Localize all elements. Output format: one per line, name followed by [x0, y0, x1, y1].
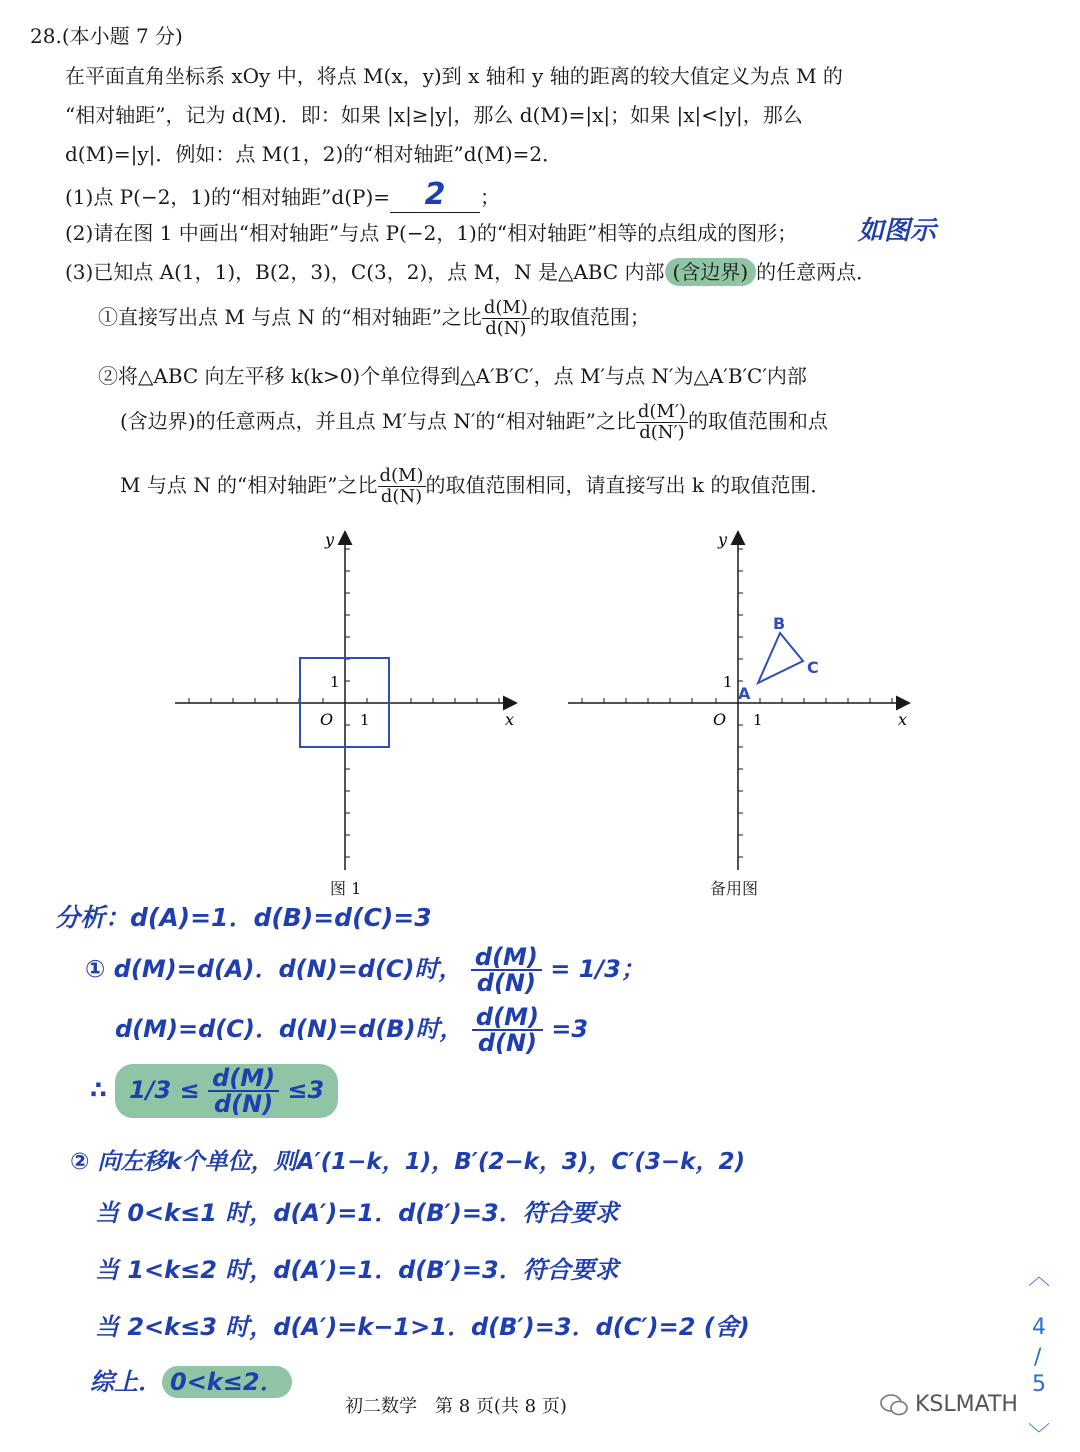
solution-line-2-end: ；: [620, 955, 645, 983]
q3-text-b: 的任意两点．: [756, 260, 877, 284]
wechat-icon: [880, 1393, 908, 1417]
intro-line-2: “相对轴距”，记为 d(M)．即：如果 |x|≥|y|，那么 d(M)=|x|；如果 |x|<|y|，那么: [65, 103, 803, 127]
solution-therefore: ∴: [90, 1076, 107, 1104]
solution-line-5: ② 向左移k个单位，则A′(1−k，1)，B′(2−k，3)，C′(3−k，2): [70, 1149, 745, 1175]
question-3: [65, 256, 876, 285]
x-unit-label: 1: [360, 711, 370, 729]
q3-2-text-c: 的取值范围和点: [687, 409, 828, 433]
solution-fraction-1: [471, 945, 542, 995]
solution-conclusion: [90, 1362, 292, 1397]
solution-line-3-val: =3: [551, 1015, 589, 1043]
solution-line-4: [90, 1064, 338, 1118]
q3-2-text-e: 的取值范围相同，请直接写出 k 的取值范围．: [425, 473, 831, 497]
point-b-label: B: [773, 614, 786, 633]
q3-1-text-a: ①直接写出点 M 与点 N 的“相对轴距”之比: [98, 305, 482, 329]
x-axis-label-2: x: [898, 710, 908, 729]
solution-line-2-a: ① d(M)=d(A)．d(N)=d(C)时，: [85, 955, 463, 983]
intro-line-1: 在平面直角坐标系 xOy 中，将点 M(x，y)到 x 轴和 y 轴的距离的较大值定义为点 M 的: [65, 64, 843, 88]
current-page: 4: [1032, 1315, 1046, 1340]
q3-2-text-b: (含边界)的任意两点，并且点 M′与点 N′的“相对轴距”之比: [120, 409, 636, 433]
q3-text-a: (3)已知点 A(1，1)，B(2，3)，C(3，2)，点 M，N 是△ABC 内部: [65, 260, 665, 284]
solution-range-low: 1/3 ≤: [129, 1076, 200, 1104]
intro-line-3: d(M)=|y|．例如：点 M(1，2)的“相对轴距”d(M)=2．: [65, 142, 563, 166]
fraction-denominator-2: d(N): [380, 486, 423, 507]
solution-frac-den-3: d(N): [213, 1090, 274, 1118]
watermark-text: KSLMATH: [915, 1392, 1018, 1417]
solution-line-8: 当 2<k≤3 时，d(A′)=k−1>1．d(B′)=3．d(C′)=2 (舍): [95, 1313, 750, 1341]
solution-line-6: 当 0<k≤1 时，d(A′)=1．d(B′)=3．符合要求: [95, 1199, 619, 1227]
problem-header: [30, 20, 183, 49]
y-axis-label-2: y: [718, 530, 728, 549]
solution-frac-num-3: d(M): [208, 1066, 279, 1092]
y-unit-label: 1: [330, 673, 340, 691]
solution-line-3-a: d(M)=d(C)．d(N)=d(B)时，: [115, 1015, 464, 1043]
question-3-2-line2: [120, 402, 828, 443]
total-pages: 5: [1032, 1372, 1046, 1397]
watermark: [880, 1392, 1018, 1417]
page-down-button[interactable]: ﹀: [1028, 1423, 1051, 1448]
problem-score: (本小题 7 分): [61, 24, 183, 48]
solution-frac-num-2: d(M): [472, 1005, 543, 1031]
origin-label: O: [320, 710, 334, 729]
q1-text: (1)点 P(−2，1)的“相对轴距”d(P)=: [65, 185, 391, 209]
solution-fraction-2: [472, 1005, 543, 1055]
origin-label-2: O: [713, 710, 727, 729]
q1-end: ；: [480, 185, 501, 209]
fraction-numerator-prime: d(M′): [637, 401, 686, 422]
solution-line-2-val: 1/3: [578, 955, 621, 983]
figure-2-coordinate-plane: [563, 525, 923, 875]
solution-conclusion-highlight: 0<k≤2．: [162, 1366, 292, 1398]
q3-highlight: (含边界): [665, 258, 757, 286]
x-unit-label-2: 1: [753, 711, 763, 729]
q1-handwritten-answer: 2: [424, 177, 446, 212]
question-3-2-line3: [120, 466, 830, 507]
fraction-denominator: d(N): [485, 318, 527, 339]
q1-blank: [390, 177, 480, 213]
figure-1-coordinate-plane: [170, 525, 530, 875]
solution-range-highlight: [115, 1064, 338, 1118]
point-c-label: C: [807, 658, 819, 677]
question-1: [65, 177, 500, 213]
question-2: [65, 217, 797, 246]
q3-1-text-b: 的取值范围；: [529, 305, 650, 329]
figure-2-caption: 备用图: [710, 879, 759, 898]
solution-conclusion-label: 综上．: [90, 1368, 162, 1396]
solution-frac-den-2: d(N): [477, 1029, 538, 1057]
q2-text: (2)请在图 1 中画出“相对轴距”与点 P(−2，1)的“相对轴距”相等的点组成的图形；: [65, 221, 798, 245]
solution-line-7: 当 1<k≤2 时，d(A′)=1．d(B′)=3．符合要求: [95, 1256, 619, 1284]
question-3-1: [98, 298, 650, 339]
fraction-numerator-2: d(M): [379, 465, 424, 486]
solution-line-2: [85, 945, 645, 995]
solution-analysis: 分析：d(A)=1．d(B)=d(C)=3: [55, 903, 432, 932]
solution-line-3: [115, 1005, 588, 1055]
y-axis-label: y: [325, 530, 335, 549]
ratio-fraction-2: [378, 466, 426, 507]
question-3-2-line1: ②将△ABC 向左平移 k(k>0)个单位得到△A′B′C′，点 M′与点 N′为△A′B′C′内部: [98, 364, 807, 388]
q2-handwritten-answer: 如图示: [858, 216, 937, 246]
ratio-fraction: [482, 298, 530, 339]
problem-number: 28.: [30, 24, 62, 48]
y-unit-label-2: 1: [723, 673, 733, 691]
fraction-numerator: d(M): [483, 297, 528, 318]
solution-fraction-3: [208, 1066, 279, 1116]
q3-2-text-d: M 与点 N 的“相对轴距”之比: [120, 473, 378, 497]
solution-frac-den-1: d(N): [476, 969, 536, 997]
ratio-fraction-prime: [636, 402, 688, 443]
solution-range-high: ≤3: [287, 1076, 325, 1104]
solution-frac-num-1: d(M): [471, 945, 542, 971]
fraction-denominator-prime: d(N′): [639, 422, 685, 443]
point-a-label: A: [738, 684, 751, 703]
triangle-abc: [758, 633, 803, 683]
figure-1-caption: 图 1: [330, 879, 362, 898]
page-footer: 初二数学 第 8 页(共 8 页): [345, 1396, 567, 1417]
solution-line-2-eq: =: [550, 955, 571, 983]
x-axis-label: x: [505, 710, 515, 729]
page-up-button[interactable]: ︿: [1028, 1265, 1051, 1290]
page-separator: /: [1034, 1345, 1042, 1370]
